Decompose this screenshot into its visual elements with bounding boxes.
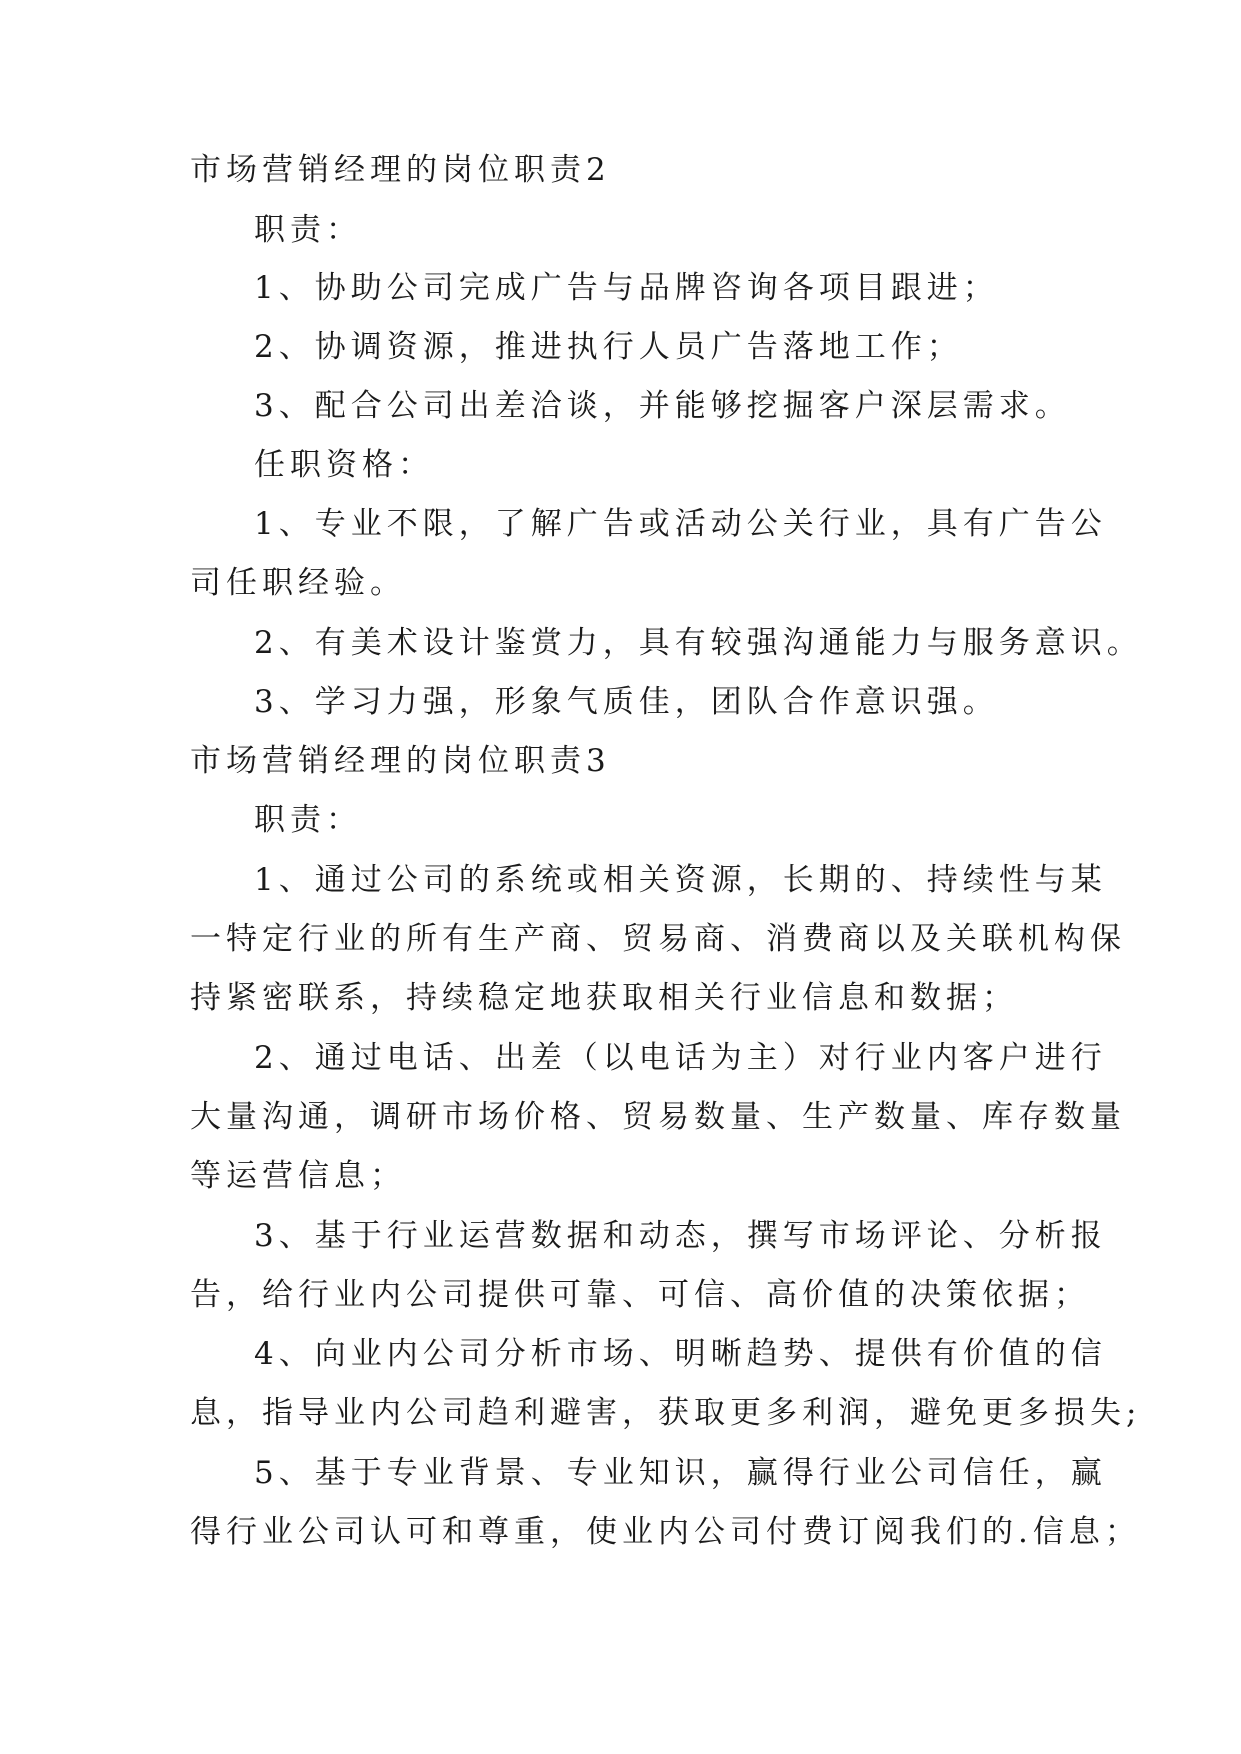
qualification-item: 2、有美术设计鉴赏力，具有较强沟通能力与服务意识。 [254,625,1143,661]
qualification-item-continued: 司任职经验。 [190,565,406,601]
duty-item: 2、通过电话、出差（以电话为主）对行业内客户进行 [254,1040,1107,1076]
duty-item: 3、配合公司出差洽谈，并能够挖掘客户深层需求。 [254,388,1071,424]
qualification-item: 3、学习力强，形象气质佳，团队合作意识强。 [254,684,999,720]
duty-item-continued: 等运营信息； [190,1158,406,1194]
qualifications-label: 任职资格： [254,447,434,483]
duties-label: 职责： [254,212,362,248]
duty-item-continued: 得行业公司认可和尊重，使业内公司付费订阅我们的.信息； [190,1514,1141,1550]
duty-item-continued: 告，给行业内公司提供可靠、可信、高价值的决策依据； [190,1277,1090,1313]
duties-label: 职责： [254,802,362,838]
duty-item: 5、基于专业背景、专业知识，赢得行业公司信任，赢 [254,1455,1107,1491]
section-heading: 市场营销经理的岗位职责2 [190,152,611,188]
duty-item-continued: 一特定行业的所有生产商、贸易商、消费商以及关联机构保 [190,921,1126,957]
section-heading: 市场营销经理的岗位职责3 [190,743,611,779]
duty-item: 4、向业内公司分析市场、明晰趋势、提供有价值的信 [254,1336,1107,1372]
duty-item-continued: 持紧密联系，持续稳定地获取相关行业信息和数据； [190,980,1018,1016]
duty-item: 1、通过公司的系统或相关资源，长期的、持续性与某 [254,862,1107,898]
duty-item: 2、协调资源，推进执行人员广告落地工作； [254,329,963,365]
duty-item: 3、基于行业运营数据和动态，撰写市场评论、分析报 [254,1218,1107,1254]
duty-item: 1、协助公司完成广告与品牌咨询各项目跟进； [254,270,999,306]
qualification-item: 1、专业不限，了解广告或活动公关行业，具有广告公 [254,506,1107,542]
duty-item-continued: 息，指导业内公司趋利避害，获取更多利润，避免更多损失; [190,1395,1142,1431]
duty-item-continued: 大量沟通，调研市场价格、贸易数量、生产数量、库存数量 [190,1099,1126,1135]
